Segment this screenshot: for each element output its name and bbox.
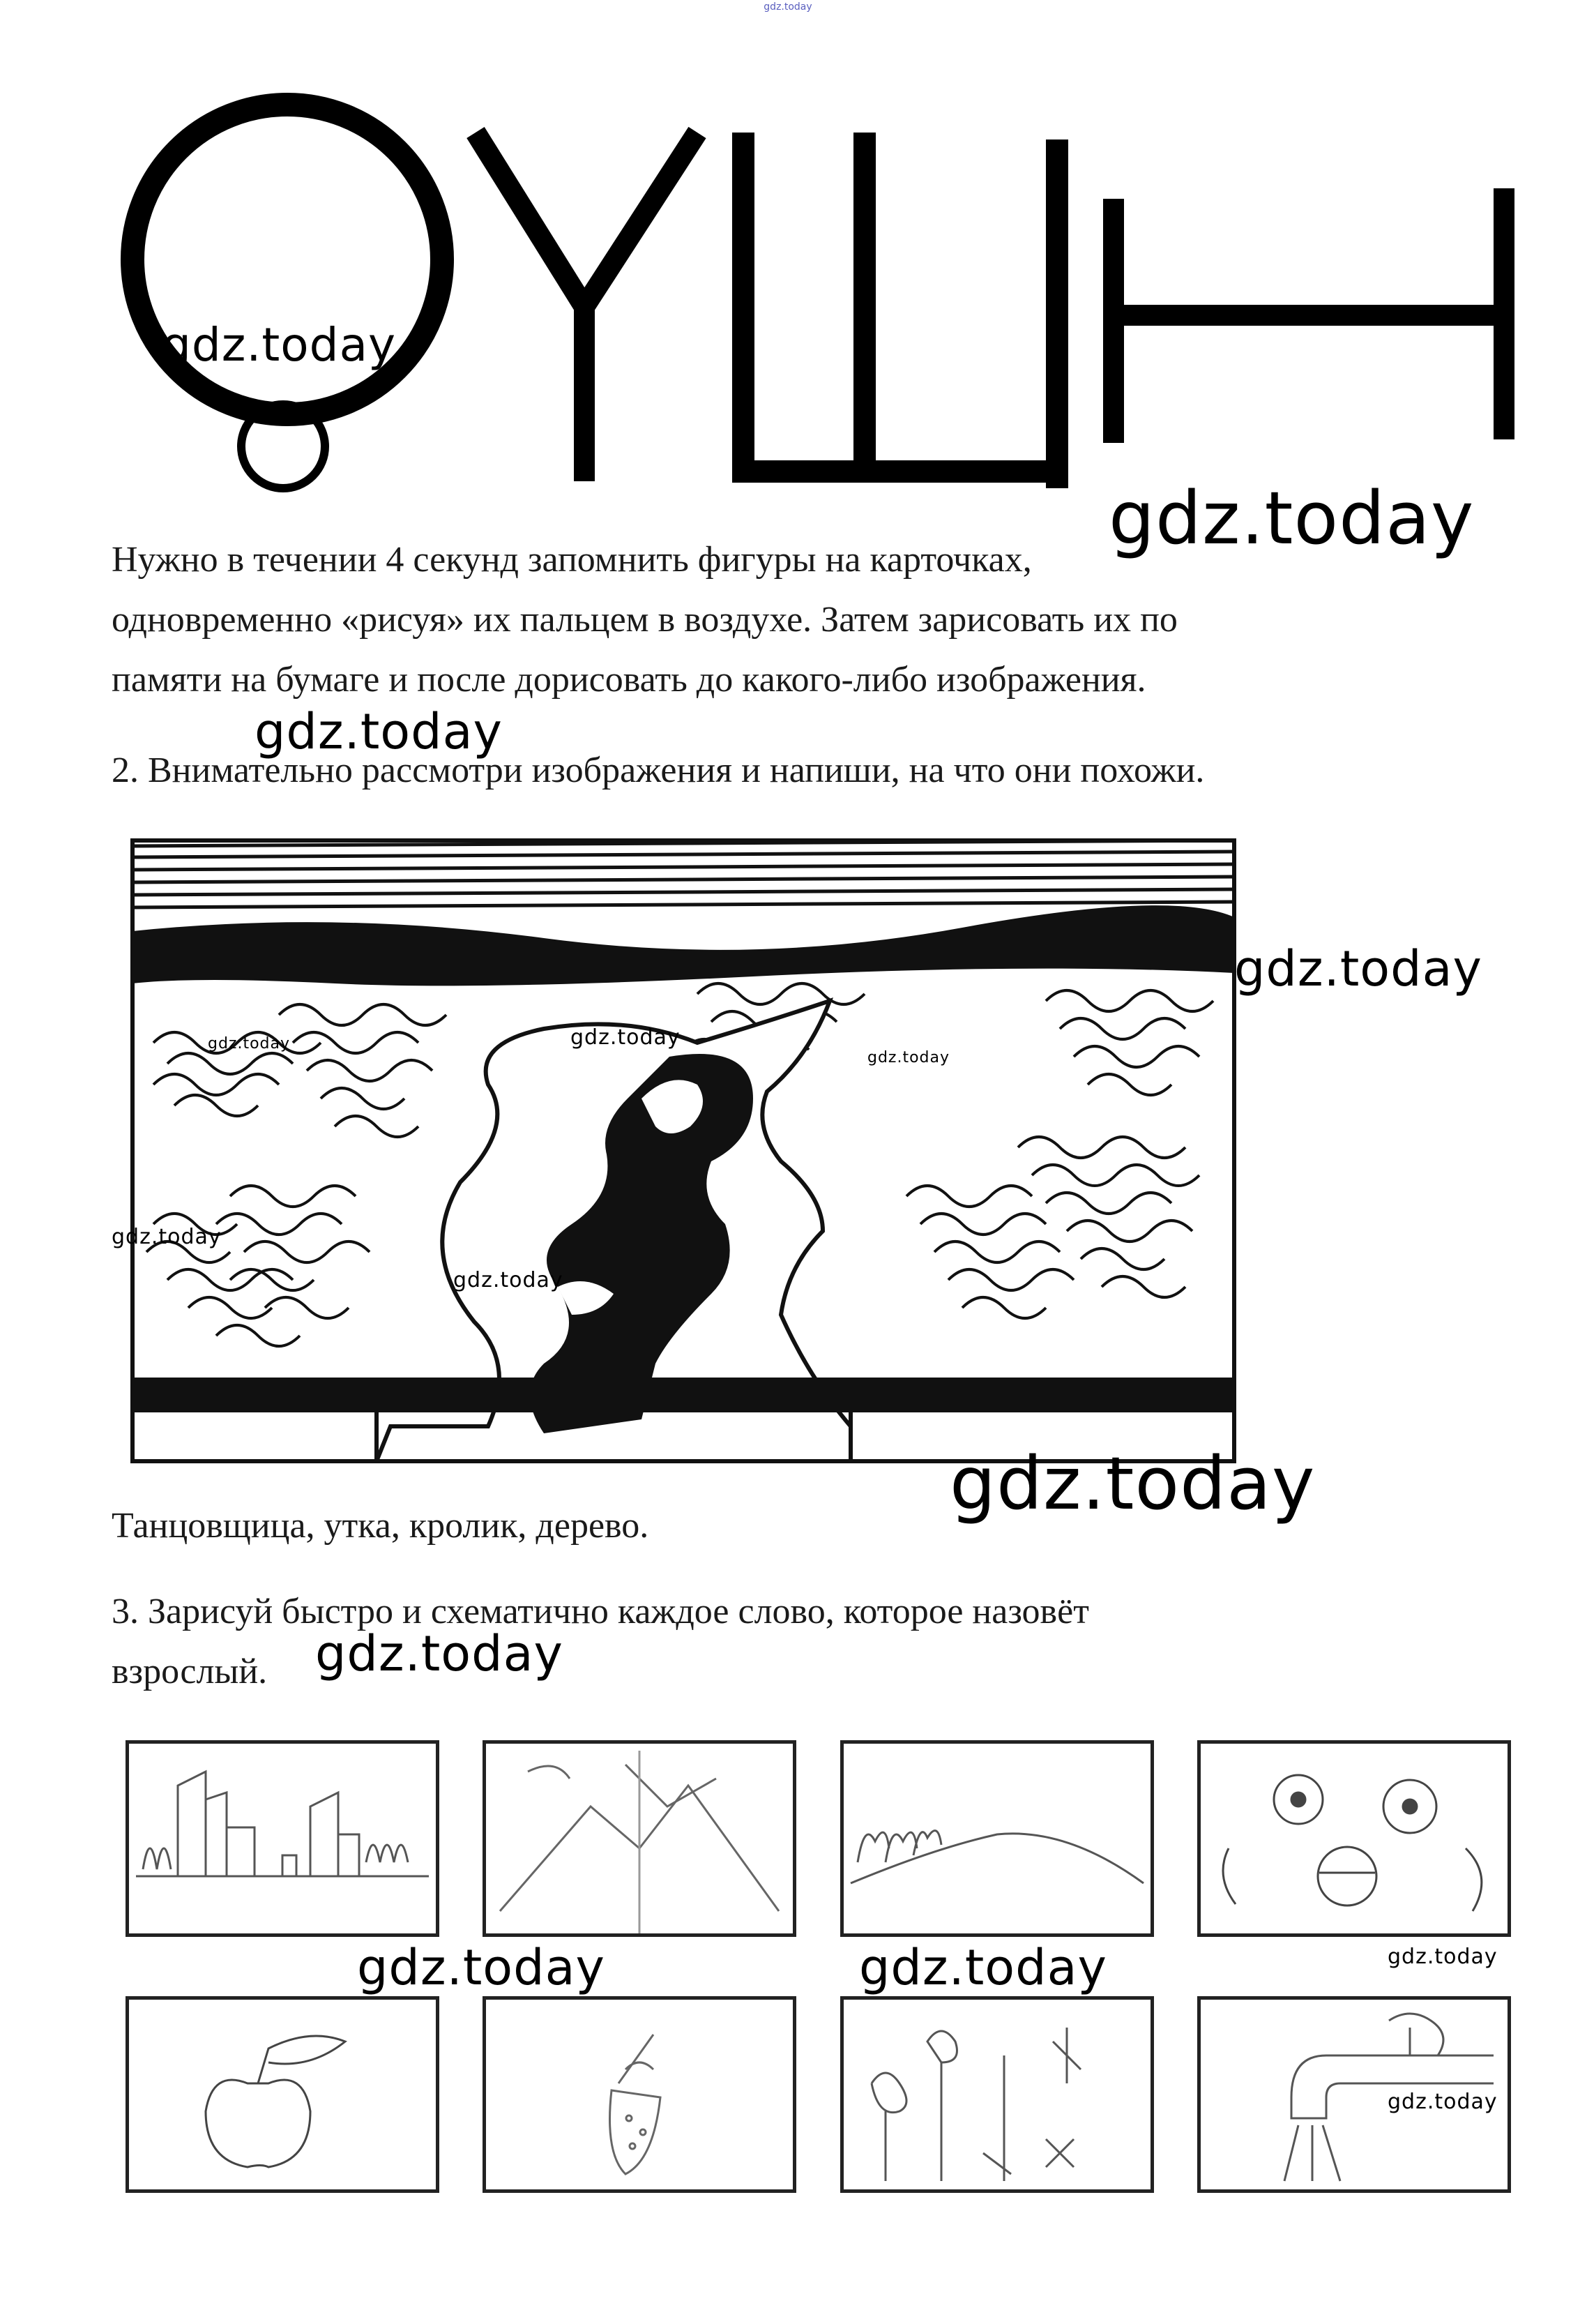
hill-with-trees-sketch-icon [844,1744,1151,1933]
city-sketch-icon [129,1744,436,1933]
task1-text-line-1: Нужно в течении 4 секунд запомнить фигуры на карточках, [112,540,1032,580]
card-flowers [840,1996,1154,2193]
sha-figure-icon [732,133,1068,488]
task3-heading-line-1: 3. Зарисуй быстро и схематично каждое слово, которое назовёт [112,1592,1089,1631]
mountain-sketch-icon [486,1744,793,1933]
watermark: gdz.today [859,1939,1107,1996]
watermark: gdz.today [453,1268,563,1292]
apple-sketch-icon [129,2000,436,2189]
card-strawberry [483,1996,796,2193]
watermark: gdz.today [162,318,397,372]
watermark: gdz.today [112,1225,222,1249]
watermark: gdz.today [867,1049,950,1066]
scribble-illustration-icon [126,833,1241,1468]
card-hill [840,1740,1154,1937]
strawberry-sketch-icon [486,2000,793,2189]
watermark: gdz.today [208,1035,291,1052]
card-face [1197,1740,1511,1937]
en-figure-icon [1103,188,1514,443]
watermark: gdz.today [950,1441,1316,1526]
y-figure-icon [476,133,697,481]
watermark: gdz.today [1388,2090,1498,2114]
card-mountain [483,1740,796,1937]
face-sketch-icon [1201,1744,1508,1933]
watermark: gdz.today [570,1025,681,1050]
top-watermark: gdz.today [764,1,812,13]
card-apple [126,1996,439,2193]
watermark: gdz.today [1109,476,1475,561]
task2-answer: Танцовщица, утка, кролик, дерево. [112,1506,649,1546]
watermark: gdz.today [1234,940,1482,997]
card-city [126,1740,439,1937]
watermark: gdz.today [315,1625,563,1682]
watermark: gdz.today [357,1939,605,1996]
task3-heading-line-2: взрослый. [112,1652,268,1691]
watermark: gdz.today [1388,1945,1498,1969]
task2-heading: 2. Внимательно рассмотри изображения и напиши, на что они похожи. [112,750,1205,790]
watermark: gdz.today [255,703,503,760]
task1-text-line-2: одновременно «рисуя» их пальцем в воздухе. Затем зарисовать их по [112,600,1178,640]
circle-figure-icon [132,105,442,488]
task1-text-line-3: памяти на бумаге и после дорисовать до какого-либо изображения. [112,660,1146,700]
task1-figures [0,0,1587,502]
flowers-sketch-icon [844,2000,1151,2189]
